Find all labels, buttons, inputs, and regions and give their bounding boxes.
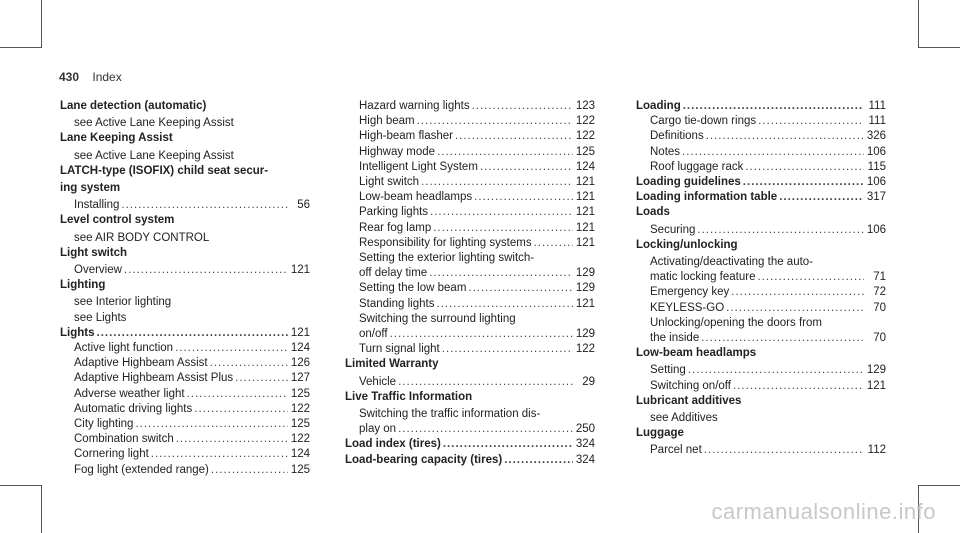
entry-label: Turn signal light xyxy=(359,343,440,356)
entry-label: Notes xyxy=(650,145,681,158)
page-reference[interactable]: 106 xyxy=(866,145,886,158)
index-heading: Luggage xyxy=(636,427,684,440)
index-subentry[interactable] xyxy=(345,114,595,129)
leader-dots xyxy=(175,341,288,356)
leader-dots xyxy=(706,129,864,144)
index-subentry[interactable] xyxy=(636,114,886,129)
entry-label: Load index (tires) xyxy=(345,438,441,451)
index-heading: Live Traffic Information xyxy=(345,390,473,403)
leader-dots xyxy=(235,371,288,386)
leader-dots xyxy=(421,175,573,190)
leader-dots xyxy=(398,422,573,437)
entry-label: Intelligent Light System xyxy=(359,160,478,173)
entry-label: Setting the low beam xyxy=(359,282,467,295)
page-reference[interactable]: 129 xyxy=(575,267,595,280)
page-reference[interactable]: 317 xyxy=(866,191,886,204)
page-reference[interactable]: 121 xyxy=(575,297,595,310)
crop-mark xyxy=(918,47,960,48)
leader-dots xyxy=(455,129,573,144)
index-subentry[interactable] xyxy=(60,198,310,213)
leader-dots xyxy=(151,447,288,462)
leader-dots xyxy=(436,297,573,312)
crop-mark xyxy=(41,485,42,533)
crop-mark xyxy=(0,485,42,486)
index-see-reference: Unlocking/opening the doors from xyxy=(650,316,822,329)
index-heading-entry[interactable] xyxy=(60,326,310,341)
index-subentry[interactable] xyxy=(345,145,595,160)
index-see-reference: see Active Lane Keeping Assist xyxy=(74,117,234,130)
index-subentry[interactable] xyxy=(636,270,886,285)
index-see-reference: Setting the exterior lighting switch- xyxy=(359,252,535,265)
index-subentry[interactable] xyxy=(60,432,310,447)
leader-dots xyxy=(683,99,864,114)
index-heading: Lubricant additives xyxy=(636,394,742,407)
index-subentry[interactable] xyxy=(345,160,595,175)
page-reference[interactable]: 126 xyxy=(290,357,310,370)
index-heading: Light switch xyxy=(60,246,128,259)
leader-dots xyxy=(442,342,573,357)
index-subentry[interactable] xyxy=(345,297,595,312)
page-reference[interactable]: 122 xyxy=(575,130,595,143)
crop-mark xyxy=(41,0,42,48)
page-reference[interactable]: 127 xyxy=(290,372,310,385)
entry-label: Definitions xyxy=(650,130,704,143)
index-subentry[interactable] xyxy=(60,387,310,402)
leader-dots xyxy=(187,387,288,402)
entry-label: Responsibility for lighting systems xyxy=(359,236,532,249)
index-see-reference: see Lights xyxy=(74,311,127,324)
entry-label: Loading guidelines xyxy=(636,176,741,189)
page-header xyxy=(59,70,122,84)
entry-label: Adaptive Highbeam Assist Plus xyxy=(74,372,234,385)
leader-dots xyxy=(743,175,864,190)
index-subentry[interactable] xyxy=(60,463,310,478)
entry-label: Low-beam headlamps xyxy=(359,191,473,204)
page-reference[interactable]: 121 xyxy=(290,264,310,277)
page-reference[interactable]: 124 xyxy=(290,448,310,461)
leader-dots xyxy=(731,285,864,300)
leader-dots xyxy=(97,326,289,341)
index-subentry[interactable] xyxy=(60,447,310,462)
page-reference[interactable]: 121 xyxy=(866,379,886,392)
index-subentry[interactable] xyxy=(636,285,886,300)
leader-dots xyxy=(429,266,573,281)
index-subentry[interactable] xyxy=(345,175,595,190)
entry-label: Hazard warning lights xyxy=(359,100,470,112)
entry-label: the inside xyxy=(650,332,700,345)
leader-dots xyxy=(437,145,573,160)
index-heading: Limited Warranty xyxy=(345,358,439,371)
leader-dots xyxy=(733,379,864,394)
leader-dots xyxy=(472,99,573,114)
index-subentry[interactable] xyxy=(636,301,886,316)
index-heading: Lighting xyxy=(60,279,106,292)
index-heading: Lane detection (automatic) xyxy=(60,100,207,112)
index-heading: Level control system xyxy=(60,214,175,227)
entry-label: Lights xyxy=(60,326,95,339)
index-subentry[interactable] xyxy=(60,341,310,356)
leader-dots xyxy=(468,281,573,296)
index-subentry[interactable] xyxy=(636,129,886,144)
leader-dots xyxy=(135,417,288,432)
leader-dots xyxy=(121,198,288,213)
entry-label: Installing xyxy=(74,199,120,212)
index-subentry[interactable] xyxy=(345,422,595,437)
page-reference[interactable]: 124 xyxy=(575,160,595,173)
leader-dots xyxy=(124,263,288,278)
index-subentry[interactable] xyxy=(345,342,595,357)
page-reference[interactable]: 125 xyxy=(290,418,310,431)
index-heading: LATCH-type (ISOFIX) child seat secur- xyxy=(60,164,269,177)
entry-label: Combination switch xyxy=(74,433,174,446)
page-reference[interactable]: 121 xyxy=(290,326,310,339)
index-subentry[interactable] xyxy=(345,266,595,281)
index-subentry[interactable] xyxy=(636,379,886,394)
entry-label: Adaptive Highbeam Assist xyxy=(74,357,208,370)
page-reference[interactable]: 121 xyxy=(575,221,595,234)
index-see-reference: see Interior lighting xyxy=(74,296,172,309)
index-subentry[interactable] xyxy=(636,223,886,238)
page-number: 430 xyxy=(59,70,80,84)
entry-label: Rear fog lamp xyxy=(359,221,432,234)
crop-mark xyxy=(0,47,42,48)
index-see-reference: see Additives xyxy=(650,412,718,425)
entry-label: Overview xyxy=(74,264,122,277)
page-reference[interactable]: 125 xyxy=(290,463,310,476)
leader-dots xyxy=(745,160,864,175)
page-reference[interactable]: 115 xyxy=(867,160,886,173)
entry-label: Cornering light xyxy=(74,448,149,461)
entry-label: on/off xyxy=(359,328,388,341)
page-reference[interactable]: 324 xyxy=(575,453,595,466)
leader-dots xyxy=(779,190,864,205)
index-see-reference: Switching the traffic information dis- xyxy=(359,408,541,421)
leader-dots xyxy=(704,443,864,458)
leader-dots xyxy=(504,453,573,468)
leader-dots xyxy=(701,331,864,346)
index-subentry[interactable] xyxy=(636,443,886,458)
index-heading-entry[interactable] xyxy=(345,437,595,452)
leader-dots xyxy=(211,463,288,478)
page-reference[interactable]: 71 xyxy=(873,271,886,284)
page-reference[interactable]: 106 xyxy=(866,223,886,236)
entry-label: Cargo tie-down rings xyxy=(650,115,757,128)
page-reference[interactable]: 125 xyxy=(575,145,595,158)
page-reference[interactable]: 29 xyxy=(582,375,595,388)
entry-label: Setting xyxy=(650,364,686,377)
entry-label: Vehicle xyxy=(359,375,397,388)
index-heading: Locking/unlocking xyxy=(636,238,738,251)
page-reference[interactable]: 121 xyxy=(575,236,595,249)
entry-label: Emergency key xyxy=(650,286,730,299)
index-see-reference: see AIR BODY CONTROL xyxy=(74,231,210,244)
section-title: Index xyxy=(92,70,122,84)
entry-label: Loading information table xyxy=(636,191,778,204)
entry-label: Load-bearing capacity (tires) xyxy=(345,453,503,466)
index-column-3 xyxy=(636,99,886,459)
entry-label: City lighting xyxy=(74,418,134,431)
index-subentry[interactable] xyxy=(345,375,595,390)
leader-dots xyxy=(390,327,573,342)
index-subentry[interactable] xyxy=(636,145,886,160)
page-reference[interactable]: 129 xyxy=(575,328,595,341)
index-subentry[interactable] xyxy=(636,363,886,378)
leader-dots xyxy=(682,145,864,160)
leader-dots xyxy=(194,402,288,417)
index-heading: Low-beam headlamps xyxy=(636,347,757,360)
index-subentry[interactable] xyxy=(345,99,595,114)
entry-label: play on xyxy=(359,423,397,436)
entry-label: Light switch xyxy=(359,176,420,189)
page-reference[interactable]: 121 xyxy=(575,191,595,204)
page-reference[interactable]: 122 xyxy=(290,433,310,446)
index-subentry[interactable] xyxy=(60,371,310,386)
index-see-reference: Switching the surround lighting xyxy=(359,312,516,325)
leader-dots xyxy=(757,270,864,285)
index-subentry[interactable] xyxy=(345,129,595,144)
leader-dots xyxy=(443,437,573,452)
page-reference[interactable]: 324 xyxy=(575,438,595,451)
index-heading-entry[interactable] xyxy=(345,453,595,468)
leader-dots xyxy=(480,160,573,175)
page-reference[interactable]: 129 xyxy=(866,364,886,377)
page-reference[interactable]: 112 xyxy=(867,444,886,457)
leader-dots xyxy=(417,114,573,129)
leader-dots xyxy=(210,356,288,371)
page-reference[interactable]: 125 xyxy=(290,387,310,400)
page-reference[interactable]: 122 xyxy=(575,115,595,128)
leader-dots xyxy=(534,236,573,251)
entry-label: Securing xyxy=(650,223,696,236)
index-subentry[interactable] xyxy=(345,236,595,251)
leader-dots xyxy=(697,223,864,238)
index-subentry[interactable] xyxy=(60,417,310,432)
index-see-reference: Activating/deactivating the auto- xyxy=(650,256,814,269)
entry-label: Parking lights xyxy=(359,206,429,219)
page-reference[interactable]: 111 xyxy=(868,115,886,128)
index-heading-entry[interactable] xyxy=(636,190,886,205)
index-subentry[interactable] xyxy=(636,160,886,175)
index-subentry[interactable] xyxy=(60,263,310,278)
leader-dots xyxy=(726,301,864,316)
index-column-2 xyxy=(345,99,595,468)
entry-label: matic locking feature xyxy=(650,271,756,284)
page-reference[interactable]: 326 xyxy=(866,130,886,143)
page-reference[interactable]: 129 xyxy=(575,282,595,295)
entry-label: Active light function xyxy=(74,342,174,355)
entry-label: Fog light (extended range) xyxy=(74,463,209,476)
page-reference[interactable]: 106 xyxy=(866,176,886,189)
index-subentry[interactable] xyxy=(345,327,595,342)
index-subentry[interactable] xyxy=(345,205,595,220)
entry-label: KEYLESS-GO xyxy=(650,301,725,314)
page-reference[interactable]: 70 xyxy=(873,332,886,345)
index-heading: Lane Keeping Assist xyxy=(60,132,173,145)
index-heading: ing system xyxy=(60,182,121,195)
entry-label: Roof luggage rack xyxy=(650,160,744,173)
index-subentry[interactable] xyxy=(60,402,310,417)
index-subentry[interactable] xyxy=(636,331,886,346)
leader-dots xyxy=(433,221,573,236)
page-reference[interactable]: 250 xyxy=(575,423,595,436)
entry-label: High-beam flasher xyxy=(359,130,453,143)
index-subentry[interactable] xyxy=(345,190,595,205)
entry-label: Highway mode xyxy=(359,145,436,158)
entry-label: Standing lights xyxy=(359,297,435,310)
page-reference[interactable]: 72 xyxy=(873,286,886,299)
index-heading-entry[interactable] xyxy=(636,99,886,114)
leader-dots xyxy=(688,363,864,378)
entry-label: Loading xyxy=(636,100,681,112)
index-subentry[interactable] xyxy=(60,356,310,371)
entry-label: Automatic driving lights xyxy=(74,402,193,415)
page-reference[interactable]: 122 xyxy=(575,343,595,356)
watermark: carmanualsonline.info xyxy=(711,499,936,524)
index-heading-entry[interactable] xyxy=(636,175,886,190)
index-column-1 xyxy=(60,99,310,478)
leader-dots xyxy=(430,205,573,220)
page-reference[interactable]: 121 xyxy=(575,206,595,219)
entry-label: off delay time xyxy=(359,267,428,280)
page-reference[interactable]: 122 xyxy=(290,402,310,415)
page-reference[interactable]: 124 xyxy=(290,342,310,355)
leader-dots xyxy=(758,114,864,129)
leader-dots xyxy=(176,432,288,447)
entry-label: Parcel net xyxy=(650,444,702,457)
entry-label: Switching on/off xyxy=(650,379,731,392)
entry-label: High beam xyxy=(359,115,415,128)
leader-dots xyxy=(474,190,573,205)
page-reference[interactable]: 56 xyxy=(297,199,310,212)
crop-mark xyxy=(918,485,960,486)
leader-dots xyxy=(398,375,573,390)
index-subentry[interactable] xyxy=(345,221,595,236)
index-subentry[interactable] xyxy=(345,281,595,296)
entry-label: Adverse weather light xyxy=(74,387,185,400)
page-reference[interactable]: 111 xyxy=(868,100,886,112)
page-reference[interactable]: 70 xyxy=(873,301,886,314)
page-reference[interactable]: 121 xyxy=(575,176,595,189)
index-see-reference: see Active Lane Keeping Assist xyxy=(74,149,234,162)
index-heading: Loads xyxy=(636,206,670,219)
crop-mark xyxy=(918,0,919,48)
page-reference[interactable]: 123 xyxy=(575,100,595,112)
